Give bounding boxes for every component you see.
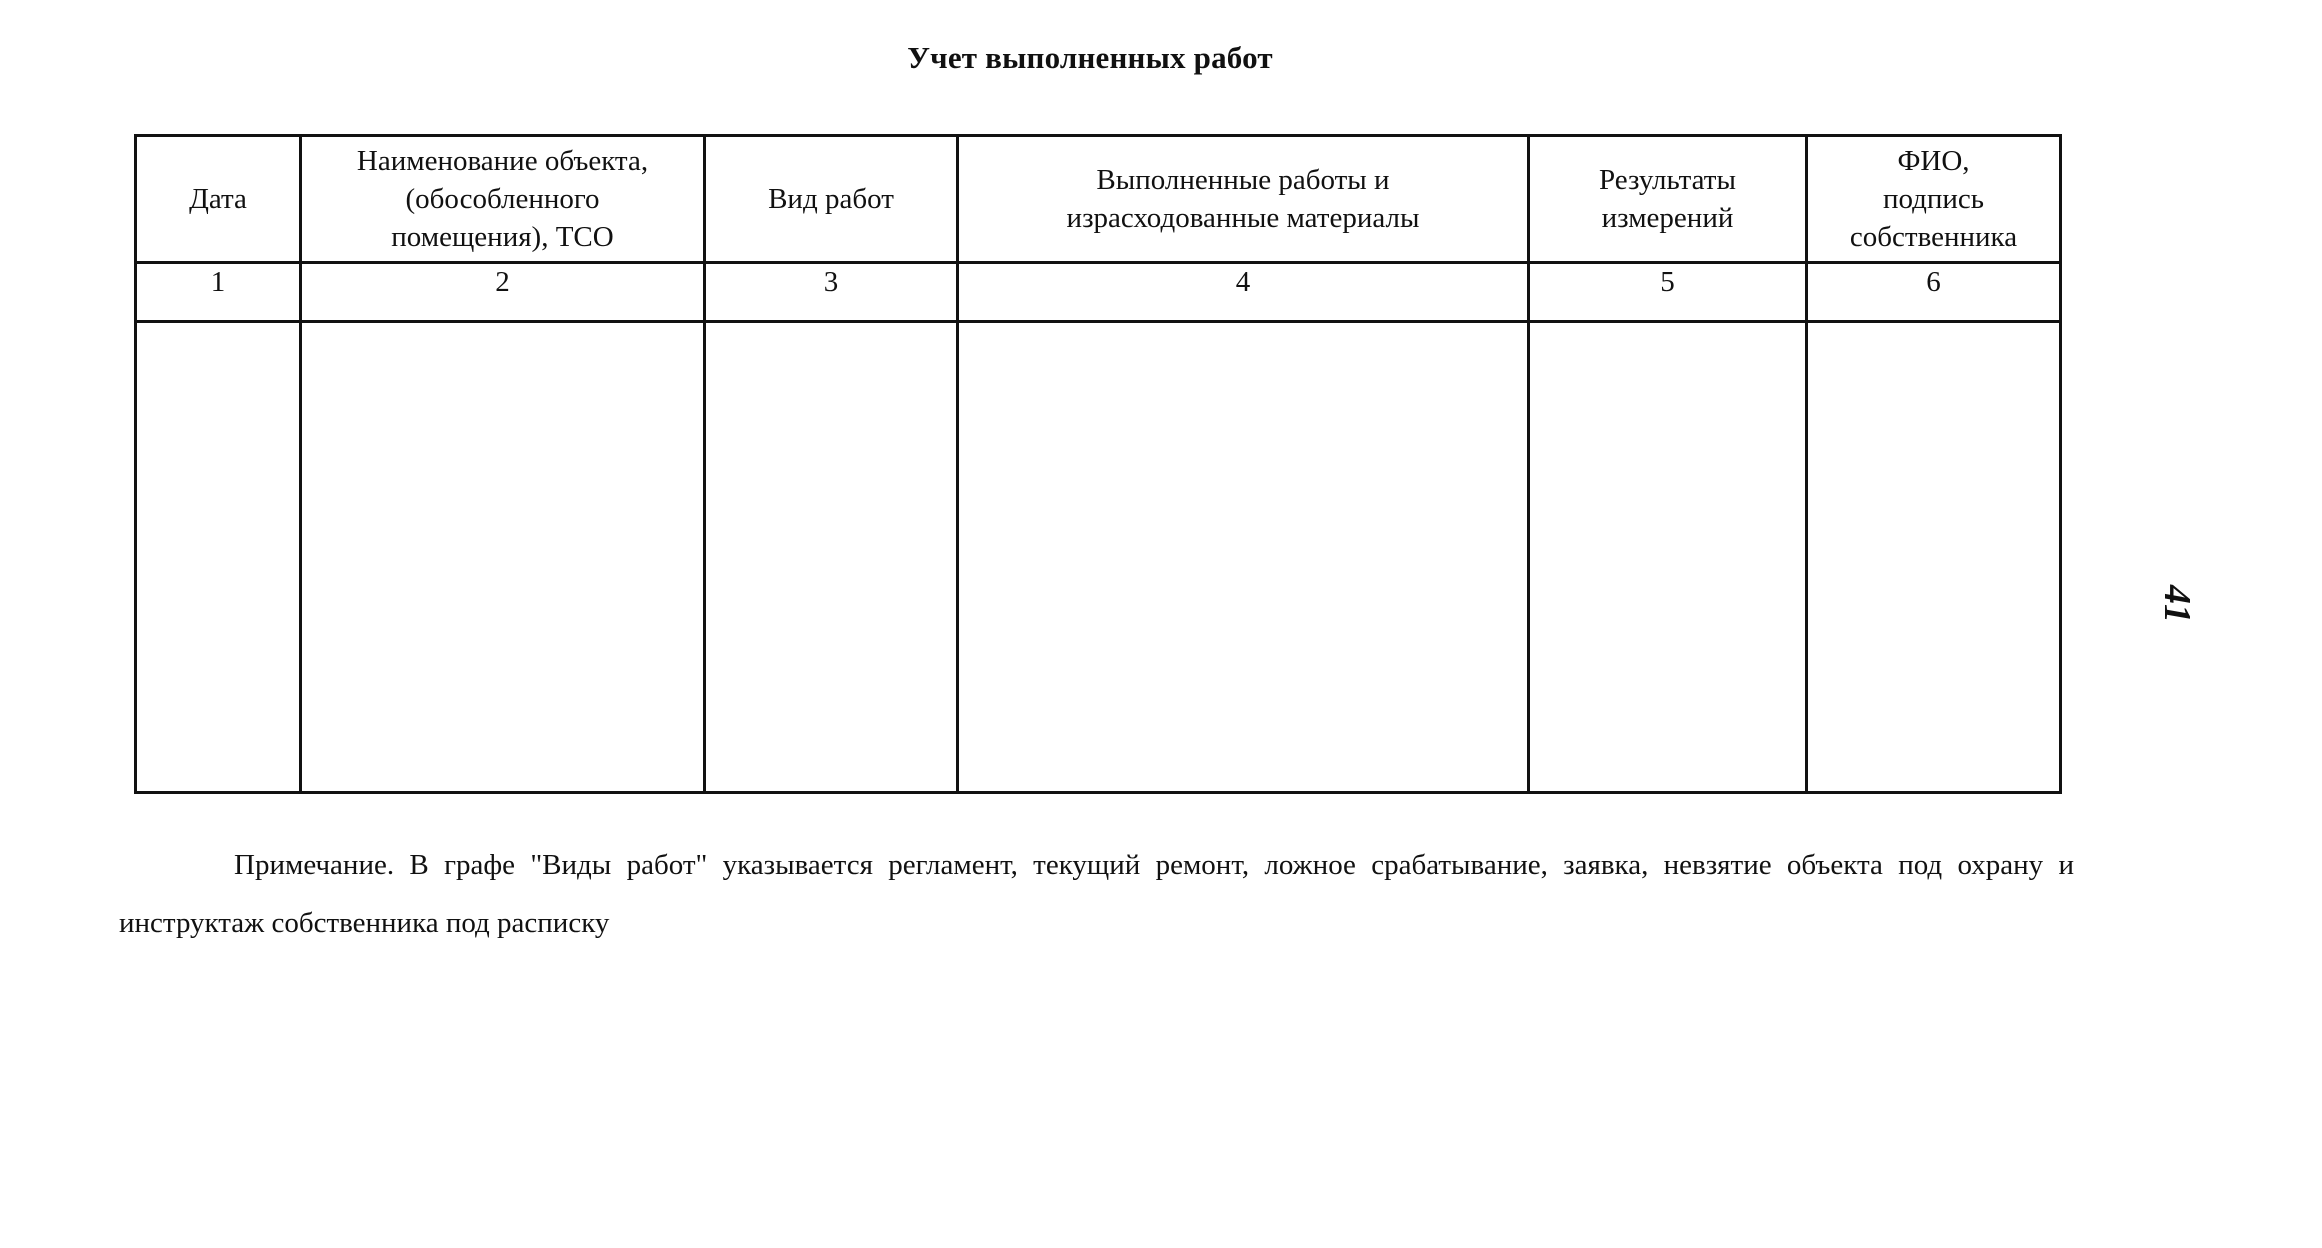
column-number: 4 [958,263,1529,322]
header-line: Вид работ [768,183,894,215]
column-number: 1 [136,263,301,322]
header-line: измерений [1601,202,1734,234]
footnote: Примечание. В графе "Виды работ" указывается регламент, текущий ремонт, ложное срабатывание, заявка, невзятие объекта под охрану и инструктаж собственника под расписку [119,849,2074,939]
work-log-table [134,134,2062,794]
column-number: 3 [705,263,958,322]
page-number: 41 [2156,585,2198,623]
column-number: 2 [301,263,705,322]
empty-cell [705,322,958,793]
empty-cell [958,322,1529,793]
empty-entry-row [136,322,2061,793]
empty-cell [1807,322,2061,793]
table-header-row [136,136,2061,263]
header-line: Дата [189,183,247,215]
header-line: (обособленного [405,183,600,215]
header-date [136,136,301,263]
page-title: Учет выполненных работ [907,40,1273,75]
header-line: Выполненные работы и [1096,164,1390,196]
header-line: ФИО, [1897,145,1970,177]
empty-cell [1529,322,1807,793]
header-line: собственника [1849,221,2018,253]
header-work-type [705,136,958,263]
header-measurement-results [1529,136,1807,263]
header-work-performed [958,136,1529,263]
column-number: 5 [1529,263,1807,322]
column-number: 6 [1807,263,2061,322]
header-line: израсходованные материалы [1066,202,1420,234]
header-line: помещения), ТСО [391,221,614,253]
empty-cell [301,322,705,793]
header-owner-signature [1807,136,2061,263]
header-line: подпись [1882,183,1985,215]
column-number-row [136,263,2061,322]
header-line: Результаты [1599,164,1736,196]
empty-cell [136,322,301,793]
header-line: Наименование объекта, [356,145,649,177]
header-object-name [301,136,705,263]
